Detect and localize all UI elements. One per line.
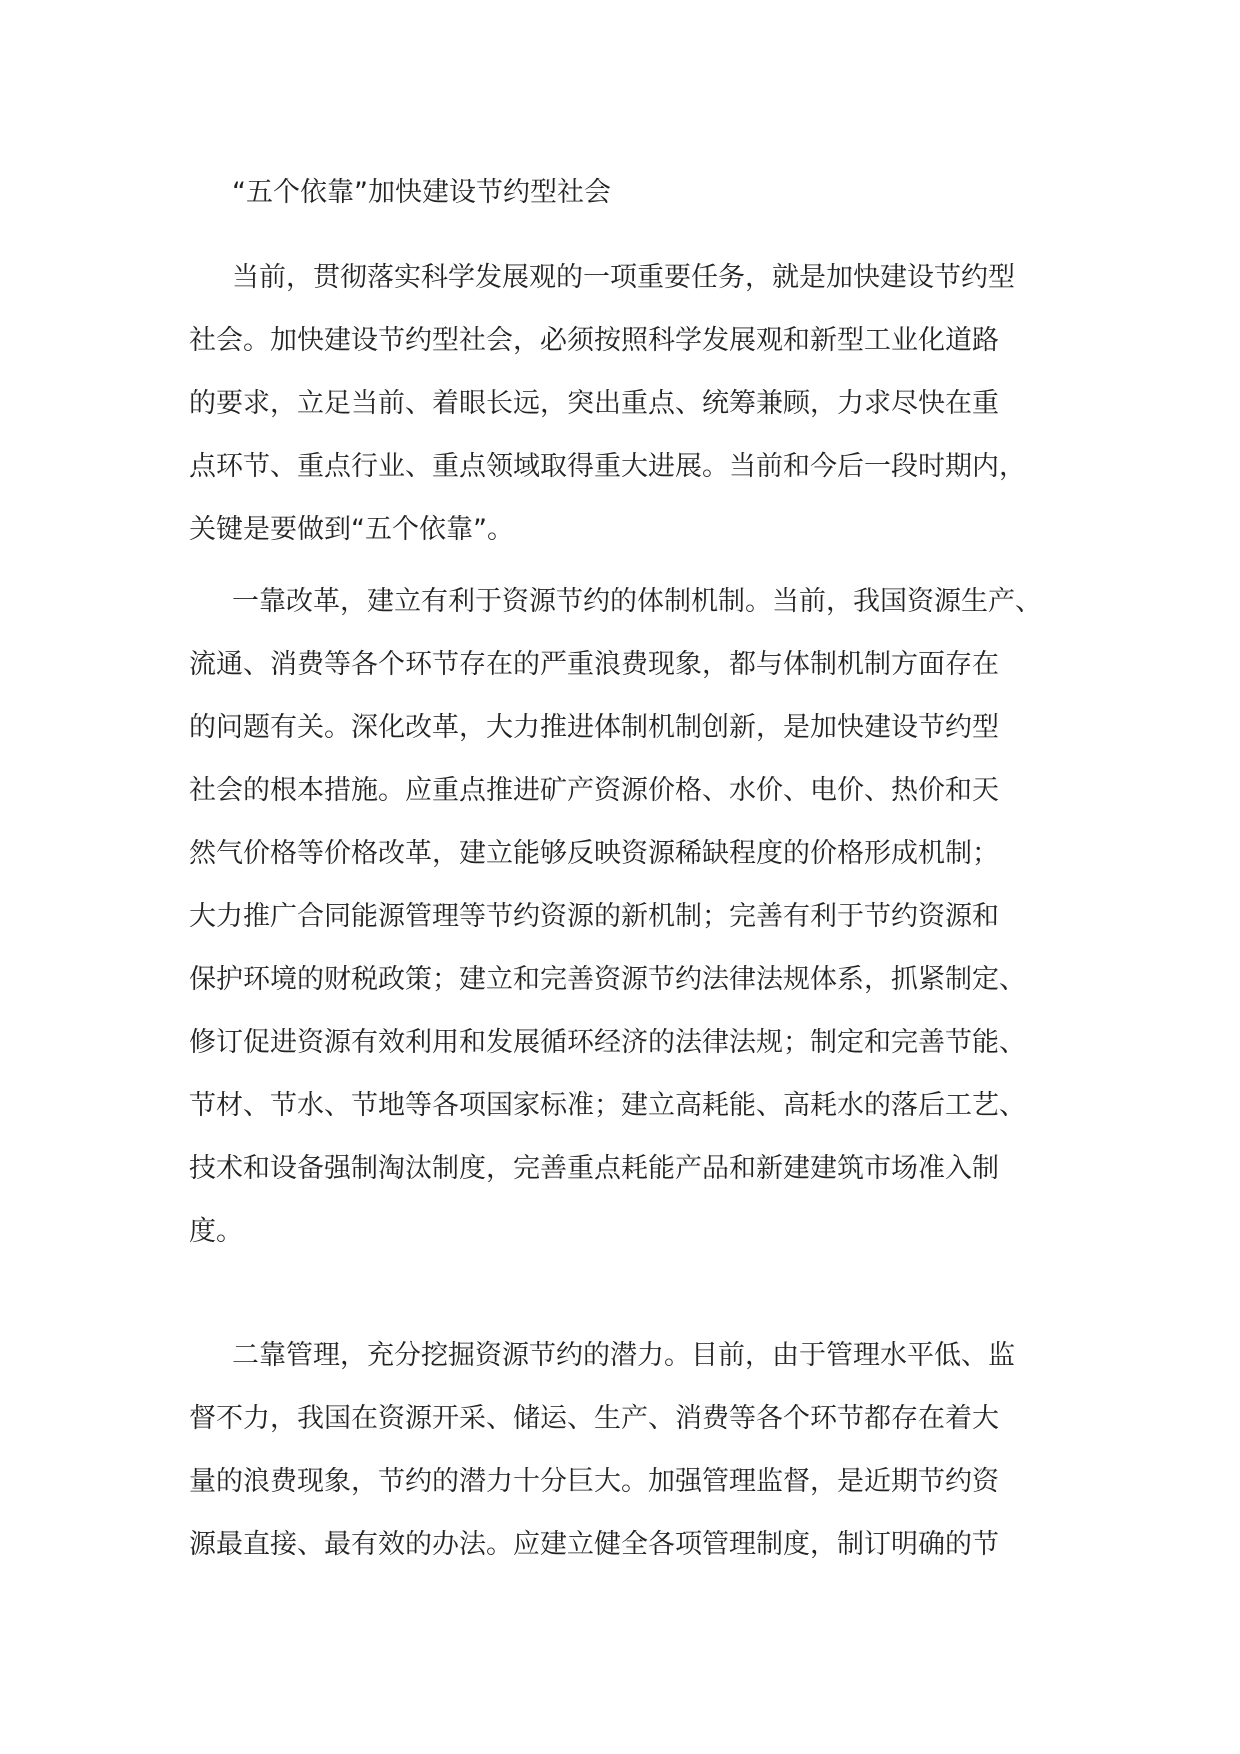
paragraph-intro (189, 246, 1079, 561)
paragraph-line: 社会。加快建设节约型社会，必须按照科学发展观和新型工业化道路 (189, 325, 999, 356)
paragraph-line: 当前，贯彻落实科学发展观的一项重要任务，就是加快建设节约型 (232, 262, 1015, 293)
paragraph-line: 点环节、重点行业、重点领域取得重大进展。当前和今后一段时期内， (189, 451, 1026, 482)
paragraph-line: 度。 (189, 1216, 243, 1247)
paragraph-line: 技术和设备强制淘汰制度，完善重点耗能产品和新建建筑市场准入制 (189, 1153, 999, 1184)
paragraph-line: 量的浪费现象，节约的潜力十分巨大。加强管理监督，是近期节约资 (189, 1466, 999, 1497)
paragraph-line: 节材、节水、节地等各项国家标准；建立高耗能、高耗水的落后工艺、 (189, 1090, 1026, 1121)
paragraph-management (189, 1324, 1079, 1576)
paragraph-line: 流通、消费等各个环节存在的严重浪费现象，都与体制机制方面存在 (189, 649, 999, 680)
paragraph-line: 的要求，立足当前、着眼长远，突出重点、统筹兼顾，力求尽快在重 (189, 388, 999, 419)
paragraph-line: 一靠改革，建立有利于资源节约的体制机制。当前，我国资源生产、 (232, 586, 1042, 617)
paragraph-line: 关键是要做到“五个依靠”。 (189, 514, 514, 545)
paragraph-line: 社会的根本措施。应重点推进矿产资源价格、水价、电价、热价和天 (189, 775, 999, 806)
paragraph-line: 督不力，我国在资源开采、储运、生产、消费等各个环节都存在着大 (189, 1403, 999, 1434)
paragraph-reform (189, 570, 1079, 1263)
paragraph-line: 的问题有关。深化改革，大力推进体制机制创新，是加快建设节约型 (189, 712, 999, 743)
paragraph-line: 然气价格等价格改革，建立能够反映资源稀缺程度的价格形成机制； (189, 838, 999, 869)
document-title: “五个依靠”加快建设节约型社会 (232, 177, 611, 208)
paragraph-line: 二靠管理，充分挖掘资源节约的潜力。目前，由于管理水平低、监 (232, 1340, 1015, 1371)
paragraph-line: 大力推广合同能源管理等节约资源的新机制；完善有利于节约资源和 (189, 901, 999, 932)
paragraph-line: 保护环境的财税政策；建立和完善资源节约法律法规体系，抓紧制定、 (189, 964, 1026, 995)
paragraph-line: 源最直接、最有效的办法。应建立健全各项管理制度，制订明确的节 (189, 1529, 999, 1560)
paragraph-line: 修订促进资源有效利用和发展循环经济的法律法规；制定和完善节能、 (189, 1027, 1026, 1058)
